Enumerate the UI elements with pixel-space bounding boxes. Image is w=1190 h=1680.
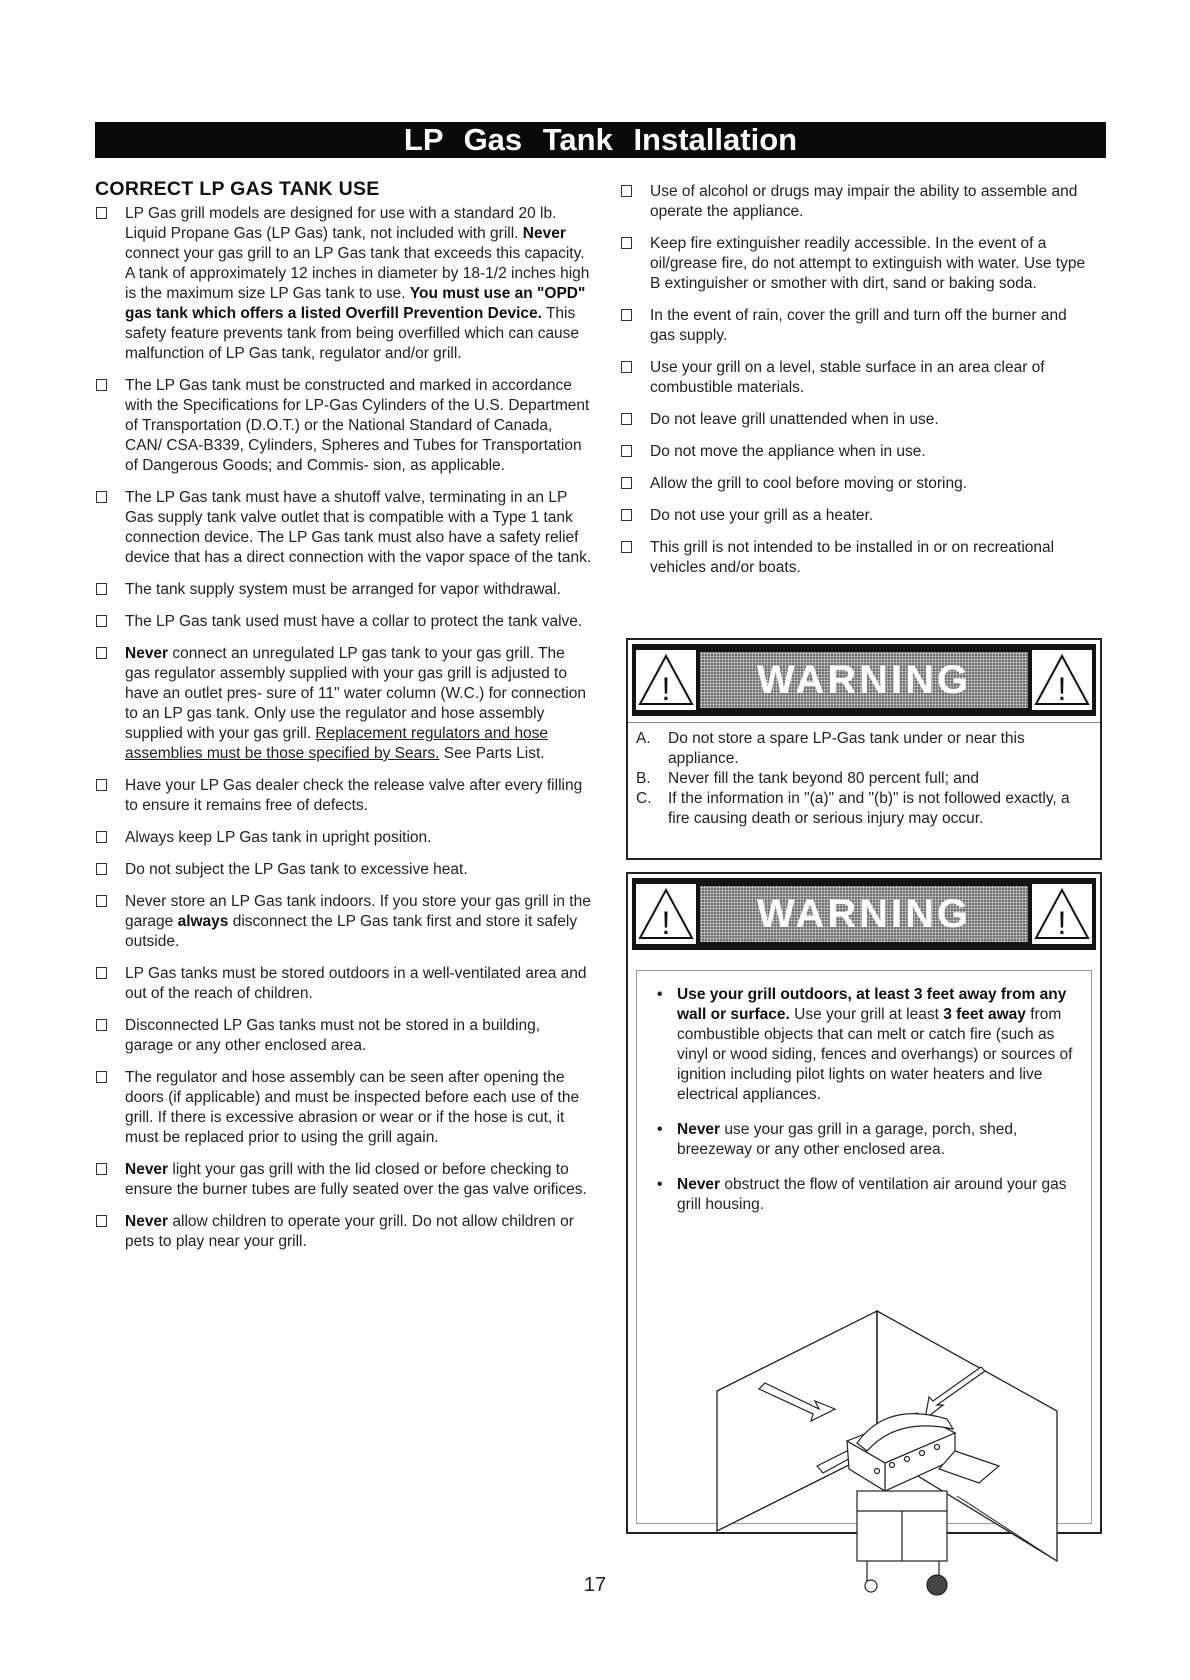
list-item: Disconnected LP Gas tanks must not be stored in a building, garage or any other enclosed area. <box>95 1016 592 1056</box>
checkbox-icon <box>621 309 632 321</box>
list-item: LP Gas grill models are designed for use with a standard 20 lb. Liquid Propane Gas (LP Gas) tank, not included with grill. Never connect your gas grill to an LP Gas tank that exceeds this capacity. A tank of approximately 12 inches in diameter by 18-1/2 inches high is the maximum size LP Gas tank to use. You must use an "OPD" gas tank which offers a listed Overfill Prevention Device. This safety feature prevents tank from being overfilled which can cause malfunction of LP Gas tank, regulator and/or grill. <box>95 204 592 364</box>
warning-body <box>628 722 1100 829</box>
checkbox-icon <box>96 615 107 627</box>
bullet-item: • Never obstruct the flow of ventilation air around your gas grill housing. <box>657 1176 1067 1213</box>
bullet-icon: • <box>657 1121 663 1138</box>
header-bar <box>95 122 1106 158</box>
page-number: 17 <box>583 1574 607 1596</box>
warning-label: WARNING <box>756 658 972 702</box>
checkbox-icon <box>621 185 632 197</box>
checkbox-icon <box>96 1163 107 1175</box>
checkbox-icon <box>621 413 632 425</box>
svg-text:!: ! <box>661 905 671 941</box>
list-item: Allow the grill to cool before moving or storing. <box>620 474 1096 494</box>
list-item: The tank supply system must be arranged for vapor withdrawal. <box>95 580 592 600</box>
grill-clearance-illustration <box>707 1301 1067 1601</box>
checkbox-icon <box>621 361 632 373</box>
warning-box-2 <box>626 872 1102 1534</box>
list-item: Never light your gas grill with the lid closed or before checking to ensure the burner tubes are fully seated over the gas valve orifices. <box>95 1160 592 1200</box>
warning-bullets <box>651 985 1075 1230</box>
checkbox-icon <box>96 1019 107 1031</box>
list-item: Use your grill on a level, stable surface in an area clear of combustible materials. <box>620 358 1096 398</box>
left-column <box>95 178 592 1264</box>
checkbox-icon <box>96 491 107 503</box>
checkbox-icon <box>96 1215 107 1227</box>
svg-text:!: ! <box>661 671 671 707</box>
bullet-icon: • <box>657 986 663 1003</box>
checkbox-icon <box>96 1071 107 1083</box>
list-item: Never allow children to operate your grill. Do not allow children or pets to play near your grill. <box>95 1212 592 1252</box>
checkbox-icon <box>621 541 632 553</box>
page-title: LP Gas Tank Installation <box>403 122 798 157</box>
checkbox-icon <box>96 647 107 659</box>
list-item: Have your LP Gas dealer check the release valve after every filling to ensure it remains free of defects. <box>95 776 592 816</box>
svg-text:!: ! <box>1057 905 1067 941</box>
checkbox-icon <box>96 831 107 843</box>
checkbox-icon <box>96 779 107 791</box>
left-wall <box>717 1311 877 1531</box>
list-item: In the event of rain, cover the grill and turn off the burner and gas supply. <box>620 306 1096 346</box>
bullet-item: • Use your grill outdoors, at least 3 feet away from any wall or surface. Use your grill at least 3 feet away from combustible objects that can melt or catch fire (such as vinyl or wood siding, fences and overhangs) or sources of ignition including pilot lights on water heaters and live electrical appliances. <box>657 986 1073 1103</box>
list-item: The LP Gas tank must be constructed and marked in accordance with the Specifications for LP-Gas Cylinders of the U.S. Department of Transportation (D.O.T.) or the National Standard of Canada, CAN/ CSA-B339, Cylinders, Spheres and Tubes for Transportation of Dangerous Goods; and Commis- sion, as applicable. <box>95 376 592 476</box>
checkbox-icon <box>621 445 632 457</box>
warning-triangle-icon <box>1032 884 1092 944</box>
list-item: Do not subject the LP Gas tank to excessive heat. <box>95 860 592 880</box>
warning-box-1 <box>626 638 1102 860</box>
list-item: Keep fire extinguisher readily accessible. In the event of a oil/grease fire, do not attempt to extinguish with water. Use type B extinguisher or smother with dirt, sand or baking soda. <box>620 234 1096 294</box>
list-item: Use of alcohol or drugs may impair the ability to assemble and operate the appliance. <box>620 182 1096 222</box>
checkbox-icon <box>96 967 107 979</box>
right-column <box>620 182 1096 590</box>
checkbox-icon <box>96 863 107 875</box>
warning-inner <box>636 970 1092 1524</box>
warning-triangle-icon <box>1032 650 1092 710</box>
list-item: This grill is not intended to be installed in or on recreational vehicles and/or boats. <box>620 538 1096 578</box>
lettered-item: B. Never fill the tank beyond 80 percent full; and <box>636 770 980 787</box>
bullet-icon: • <box>657 1176 663 1193</box>
checkbox-icon <box>96 207 107 219</box>
checkbox-icon <box>621 477 632 489</box>
list-item: Do not use your grill as a heater. <box>620 506 1096 526</box>
list-item: LP Gas tanks must be stored outdoors in a well-ventilated area and out of the reach of children. <box>95 964 592 1004</box>
lettered-item: C. If the information in "(a)" and "(b)" is not followed exactly, a fire causing death or serious injury may occur. <box>636 790 1070 827</box>
checkbox-icon <box>96 583 107 595</box>
checkbox-icon <box>621 237 632 249</box>
checkbox-icon <box>96 379 107 391</box>
list-item: The regulator and hose assembly can be seen after opening the doors (if applicable) and must be inspected before each use of the grill. If there is excessive abrasion or wear or if the hose is cut, it must be replaced prior to using the grill again. <box>95 1068 592 1148</box>
list-item: Do not move the appliance when in use. <box>620 442 1096 462</box>
list-item: Never store an LP Gas tank indoors. If you store your gas grill in the garage always disconnect the LP Gas tank first and store it safely outside. <box>95 892 592 952</box>
svg-text:!: ! <box>1057 671 1067 707</box>
section-title: CORRECT LP GAS TANK USE <box>95 178 380 200</box>
checkbox-icon <box>96 895 107 907</box>
checkbox-icon <box>621 509 632 521</box>
list-item: The LP Gas tank must have a shutoff valve, terminating in an LP Gas supply tank valve outlet that is compatible with a Type 1 tank connection device. The LP Gas tank must also have a safety relief device that has a direct connection with the vapor space of the tank. <box>95 488 592 568</box>
list-item: The LP Gas tank used must have a collar to protect the tank valve. <box>95 612 592 632</box>
list-item: Always keep LP Gas tank in upright position. <box>95 828 592 848</box>
lettered-item: A. Do not store a spare LP-Gas tank under or near this appliance. <box>636 730 1025 767</box>
warning-banner <box>632 644 1096 716</box>
list-item: Never connect an unregulated LP gas tank to your gas grill. The gas regulator assembly supplied with your gas grill is adjusted to have an outlet pres- sure of 11" water column (W.C.) for connection to an LP gas tank. Only use the regulator and hose assembly supplied with your gas grill. Replacement regulators and hose assemblies must be those specified by Sears. See Parts List. <box>95 644 592 764</box>
warning-banner <box>632 878 1096 950</box>
bullet-item: • Never use your gas grill in a garage, porch, shed, breezeway or any other enclosed area. <box>657 1121 1018 1158</box>
list-item: Do not leave grill unattended when in use. <box>620 410 1096 430</box>
warning-label: WARNING <box>756 892 972 936</box>
